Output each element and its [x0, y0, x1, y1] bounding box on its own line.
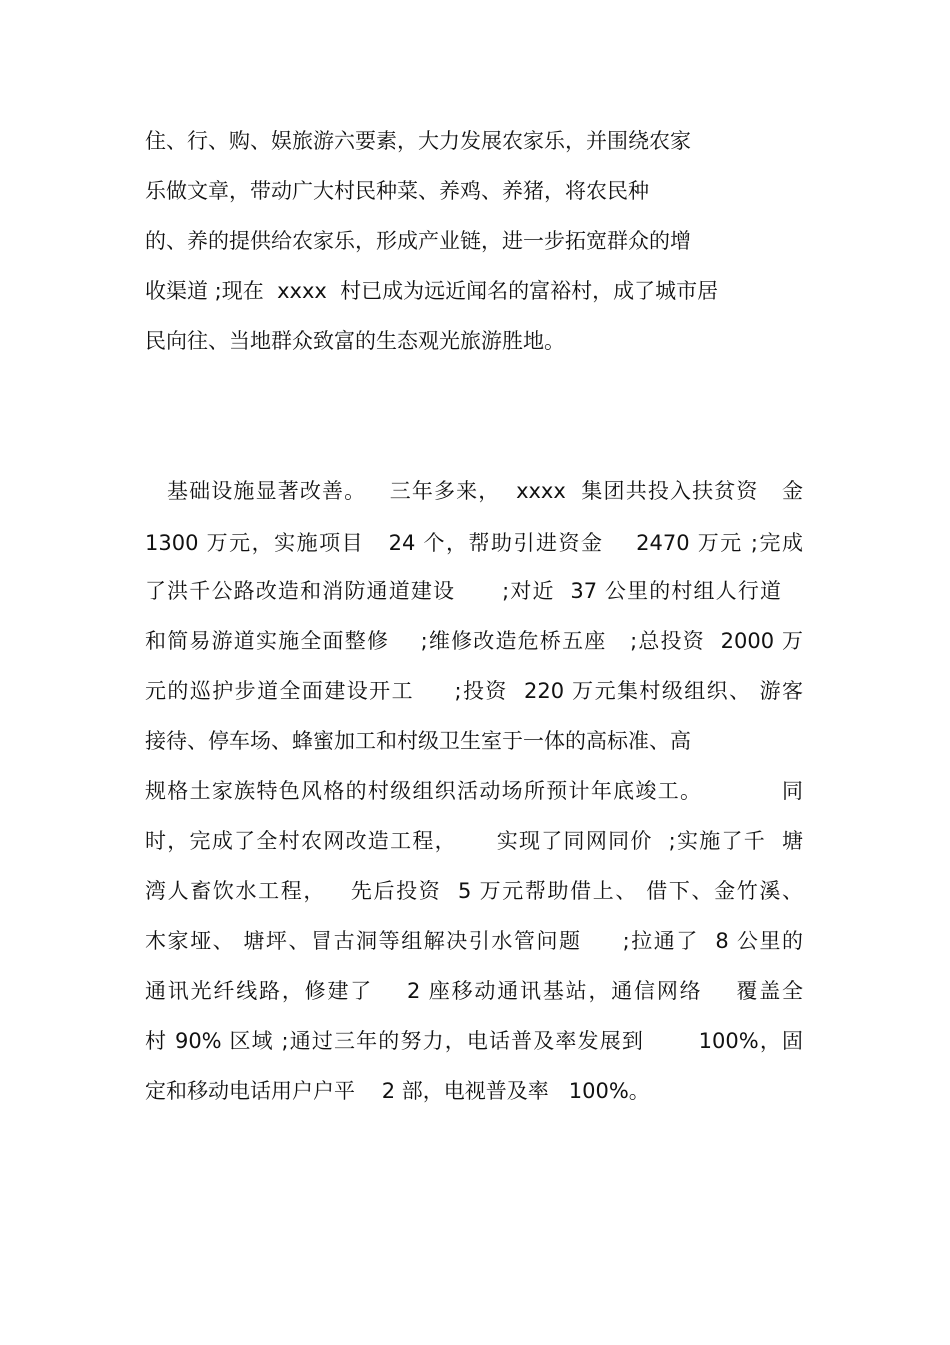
- text-line: 基础设施显著改善。 三年多来， xxxx 集团共投入扶贫资 金: [167, 479, 803, 503]
- text-line: 村 90% 区域 ;通过三年的努力，电话普及率发展到 100%，固: [145, 1029, 803, 1053]
- text-line: 和简易游道实施全面整修 ;维修改造危桥五座 ;总投资 2000 万: [145, 629, 803, 653]
- text-line: 规格土家族特色风格的村级组织活动场所预计年底竣工。 同: [145, 779, 803, 803]
- text-line: 的、养的提供给农家乐，形成产业链，进一步拓宽群众的增: [145, 229, 691, 253]
- text-line: 住、行、购、娱旅游六要素，大力发展农家乐，并围绕农家: [145, 129, 691, 153]
- text-line: 通讯光纤线路，修建了 2 座移动通讯基站，通信网络 覆盖全: [145, 979, 803, 1003]
- text-line: 木家垭、 塘坪、冒古洞等组解决引水管问题 ;拉通了 8 公里的: [145, 929, 803, 953]
- text-line: 了洪千公路改造和消防通道建设 ;对近 37 公里的村组人行道: [145, 579, 781, 603]
- text-line: 湾人畜饮水工程， 先后投资 5 万元帮助借上、 借下、金竹溪、: [145, 879, 803, 903]
- text-line: 接待、停车场、蜂蜜加工和村级卫生室于一体的高标准、高: [145, 729, 691, 753]
- text-line: 1300 万元，实施项目 24 个，帮助引进资金 2470 万元 ;完成: [145, 531, 803, 555]
- text-line: 时，完成了全村农网改造工程， 实现了同网同价 ;实施了千 塘: [145, 829, 803, 853]
- text-line: 民向往、当地群众致富的生态观光旅游胜地。: [145, 329, 565, 353]
- text-line: 元的巡护步道全面建设开工 ;投资 220 万元集村级组织、 游客: [145, 679, 803, 703]
- text-line: 定和移动电话用户户平 2 部，电视普及率 100%。: [145, 1079, 650, 1103]
- text-line: 乐做文章，带动广大村民种菜、养鸡、养猪，将农民种: [145, 179, 649, 203]
- text-line: 收渠道 ;现在 xxxx 村已成为远近闻名的富裕村，成了城市居: [145, 279, 719, 303]
